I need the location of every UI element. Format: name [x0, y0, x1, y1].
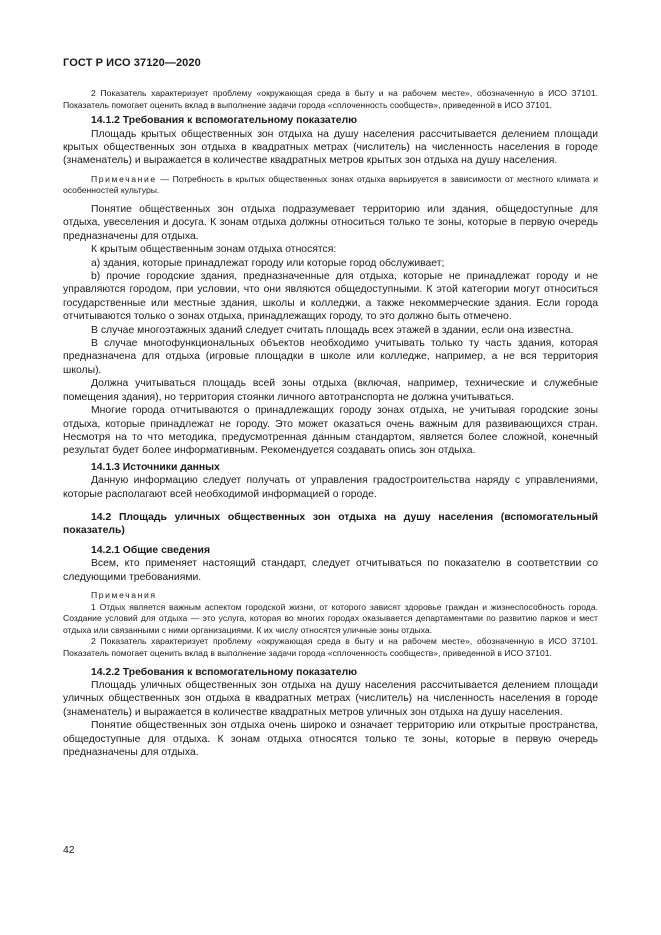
- body-paragraph: Понятие общественных зон отдыха очень широко и означает территорию или открытые пространства, общедоступные для отдыха. К зонам отдыха относятся только те зоны, которые в первую очередь предназначены для отдыха.: [63, 720, 598, 758]
- subsection-heading: 14.1.3 Источники данных: [91, 461, 220, 473]
- note-paragraph: 2 Показатель характеризует проблему «окружающая среда в быту и на рабочем месте», обозначенную в ИСО 37101. Показатель помогает оценить вклад в выполнение задачи города «сплоченность сообществ», приведенной в ИСО 37101.: [63, 636, 598, 658]
- notes-title: Примечания: [91, 589, 157, 600]
- body-paragraph: Площадь крытых общественных зон отдыха на душу населения рассчитывается делением площади крытых общественных зон отдыха в квадратных метрах (числитель) на численность населения в городе (знаменатель) и выражается в количестве квадратных метров крытых зон отдыха на душу населения.: [63, 128, 598, 167]
- body-paragraph: Площадь уличных общественных зон отдыха на душу населения рассчитывается делением площади уличных общественных зон отдыха в квадратных метрах (числитель) на численность населения в городе (знаменатель) и выражается в количестве квадратных метров уличных зон отдыха на душу населения.: [63, 679, 598, 718]
- body-paragraph: Понятие общественных зон отдыха подразумевает территорию или здания, общедоступные для отдыха, увеселения и досуга. К зонам отдыха должны относиться только те зоны, которые в первую очередь предназначены для отдыха.: [63, 204, 598, 242]
- subsection-heading: 14.2.2 Требования к вспомогательному показателю: [91, 666, 358, 678]
- list-item: b) прочие городские здания, предназначенные для отдыха, которые не принадлежат городу и не управляются городом, при условии, что они являются общедоступными. К этой категории могут относиться государственные или местные здания, школы и колледжи, а также некоммерческие здания. Если города отчитываются только о зонах отдыха, принадлежащих городу, то это должно быть отмечено.: [63, 271, 598, 323]
- body-paragraph: К крытым общественным зонам отдыха относятся:: [91, 244, 337, 256]
- subsection-heading: 14.2.1 Общие сведения: [91, 544, 211, 556]
- page-number: 42: [63, 845, 75, 856]
- body-paragraph: Данную информацию следует получать от управления градостроительства наряду с управлениями, которые располагают всей необходимой информацией о городе.: [63, 475, 598, 500]
- body-paragraph: Всем, кто применяет настоящий стандарт, следует отчитываться по показателю в соответствии со следующими требованиями.: [63, 558, 598, 583]
- document-header: ГОСТ Р ИСО 37120—2020: [63, 57, 201, 69]
- section-heading: 14.2 Площадь уличных общественных зон отдыха на душу населения (вспомогательный показатель): [63, 511, 598, 537]
- subsection-heading: 14.1.2 Требования к вспомогательному показателю: [91, 115, 358, 127]
- list-item: а) здания, которые принадлежат городу или которые город обслуживает;: [91, 257, 445, 269]
- body-paragraph: В случае многоэтажных зданий следует считать площадь всех этажей в здании, если она известна.: [91, 324, 574, 336]
- body-paragraph: Многие города отчитываются о принадлежащих городу зонах отдыха, не учитывая городские зоны отдыха, которые принадлежат не городу. Это может оказаться очень важным для развивающихся стран. Несмотря на то что методика, предусмотренная данным стандартом, является более сложной, конечный результат будет более информативным. Рекомендуется создавать опись зон отдыха.: [63, 405, 598, 457]
- note-lead: Примечание: [91, 173, 157, 184]
- note-paragraph: 1 Отдых является важным аспектом городской жизни, от которого зависят здоровье граждан и жизнеспособность города. Создание условий для отдыха — это услуга, которая во многих городах оказывается департаментами по развитию парков и мест отдыха или связанными с ними организациями. К их числу относятся уличные зоны отдыха.: [63, 601, 598, 635]
- note-text: — Потребность в крытых общественных зонах отдыха варьируется в зависимости от местного климата и особенностей культуры.: [63, 173, 598, 196]
- body-paragraph: В случае многофункциональных объектов необходимо учитывать только ту часть здания, которая предназначена для отдыха (игровые площадки в школе или колледже, например, а не вся территория школы).: [63, 338, 598, 376]
- body-paragraph: Должна учитываться площадь всей зоны отдыха (включая, например, технические и служебные помещения здания), но территория стоянки личного автотранспорта не должна учитываться.: [63, 378, 598, 403]
- page-content: [63, 88, 598, 759]
- note-paragraph: 2 Показатель характеризует проблему «окружающая среда в быту и на рабочем месте», обозначенную в ИСО 37101. Показатель помогает оценить вклад в выполнение задачи города «сплоченность сообществ», приведенной в ИСО 37101.: [63, 88, 598, 110]
- note-paragraph: [63, 174, 598, 197]
